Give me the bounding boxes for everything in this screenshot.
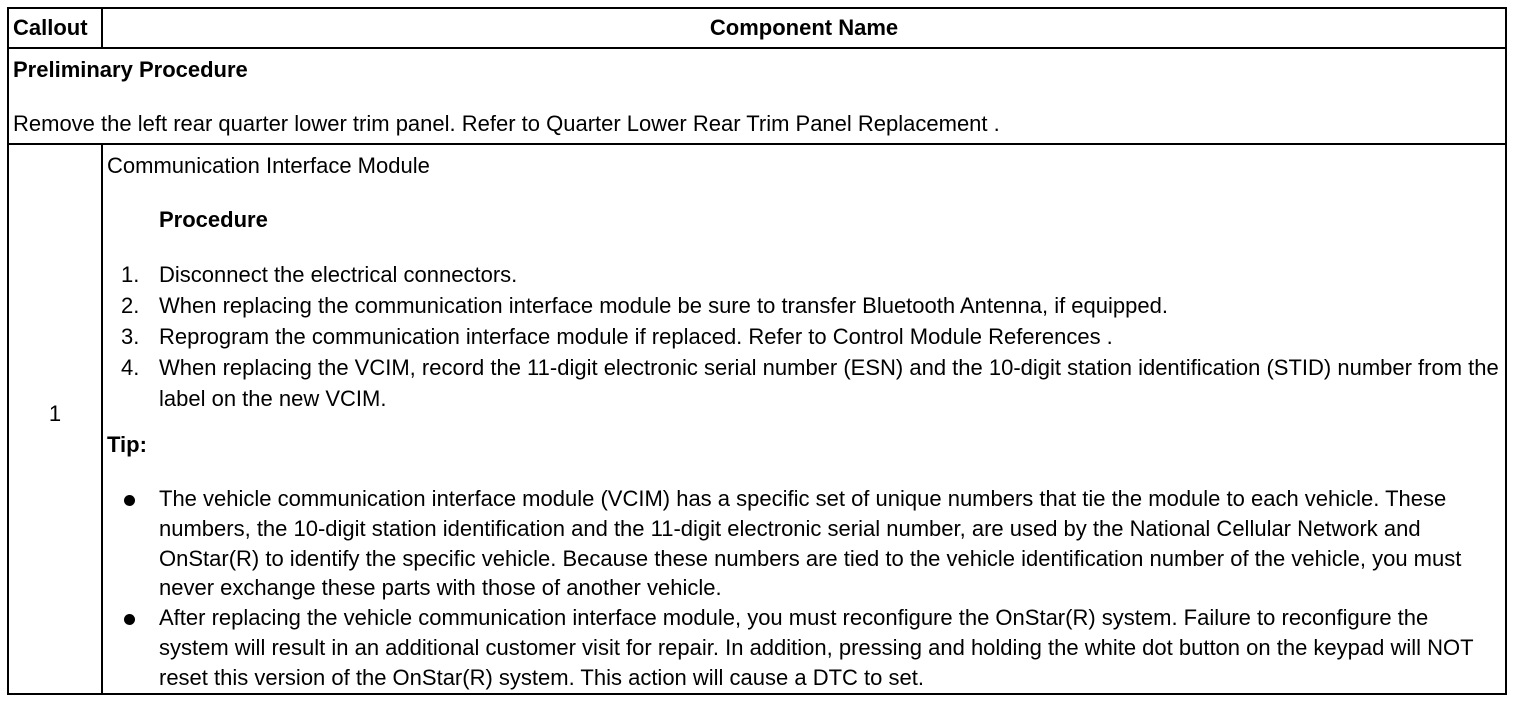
- bullet-icon: [124, 495, 135, 506]
- step-number: 1.: [121, 262, 140, 287]
- tip-title: Tip:: [107, 432, 147, 457]
- step-text: Disconnect the electrical connectors.: [159, 262, 518, 287]
- bullet-icon: [124, 614, 135, 625]
- procedure-title: Procedure: [159, 207, 268, 232]
- component-title: Communication Interface Module: [107, 153, 430, 178]
- table-row: [8, 144, 1506, 694]
- component-name-column-header: Component Name: [102, 8, 1506, 48]
- tip-text: After replacing the vehicle communication interface module, you must reconfigure the OnStar(R) system. Failure to reconfigure the system will result in an additional customer visit for repair. In addition, pressing and holding the white dot button on the keypad will NOT reset this version of the OnStar(R) system. This action will cause a DTC to set.: [159, 605, 1474, 690]
- component-cell: [102, 144, 1506, 694]
- step-text: When replacing the VCIM, record the 11-digit electronic serial number (ESN) and the 10-digit station identification (STID) number from the label on the new VCIM.: [159, 355, 1499, 411]
- preliminary-text: Remove the left rear quarter lower trim panel. Refer to Quarter Lower Rear Trim Panel Replacement .: [13, 111, 1000, 136]
- step-number: 3.: [121, 324, 140, 349]
- callout-column-header: Callout: [8, 8, 102, 48]
- step-text: Reprogram the communication interface module if replaced. Refer to Control Module References .: [159, 324, 1113, 349]
- preliminary-cell: [8, 48, 1506, 144]
- table-header-row: [8, 8, 1506, 48]
- procedure-step: [107, 321, 1501, 352]
- procedure-step: [107, 290, 1501, 321]
- procedure-steps: [107, 259, 1501, 414]
- tip-list: [107, 484, 1501, 693]
- step-text: When replacing the communication interface module be sure to transfer Bluetooth Antenna, if equipped.: [159, 293, 1168, 318]
- procedure-step: [107, 259, 1501, 290]
- step-number: 2.: [121, 293, 140, 318]
- tip-item: [107, 603, 1501, 692]
- procedure-step: [107, 352, 1501, 414]
- step-number: 4.: [121, 355, 140, 380]
- tip-item: [107, 484, 1501, 603]
- tip-text: The vehicle communication interface module (VCIM) has a specific set of unique numbers that tie the module to each vehicle. These numbers, the 10-digit station identification and the 11-digit electronic serial number, are used by the National Cellular Network and OnStar(R) to identify the specific vehicle. Because these numbers are tied to the vehicle identification number of the vehicle, you must never exchange these parts with those of another vehicle.: [159, 486, 1462, 601]
- component-table: [7, 7, 1507, 695]
- preliminary-title: Preliminary Procedure: [13, 57, 248, 82]
- callout-number: 1: [8, 144, 102, 694]
- preliminary-row: [8, 48, 1506, 144]
